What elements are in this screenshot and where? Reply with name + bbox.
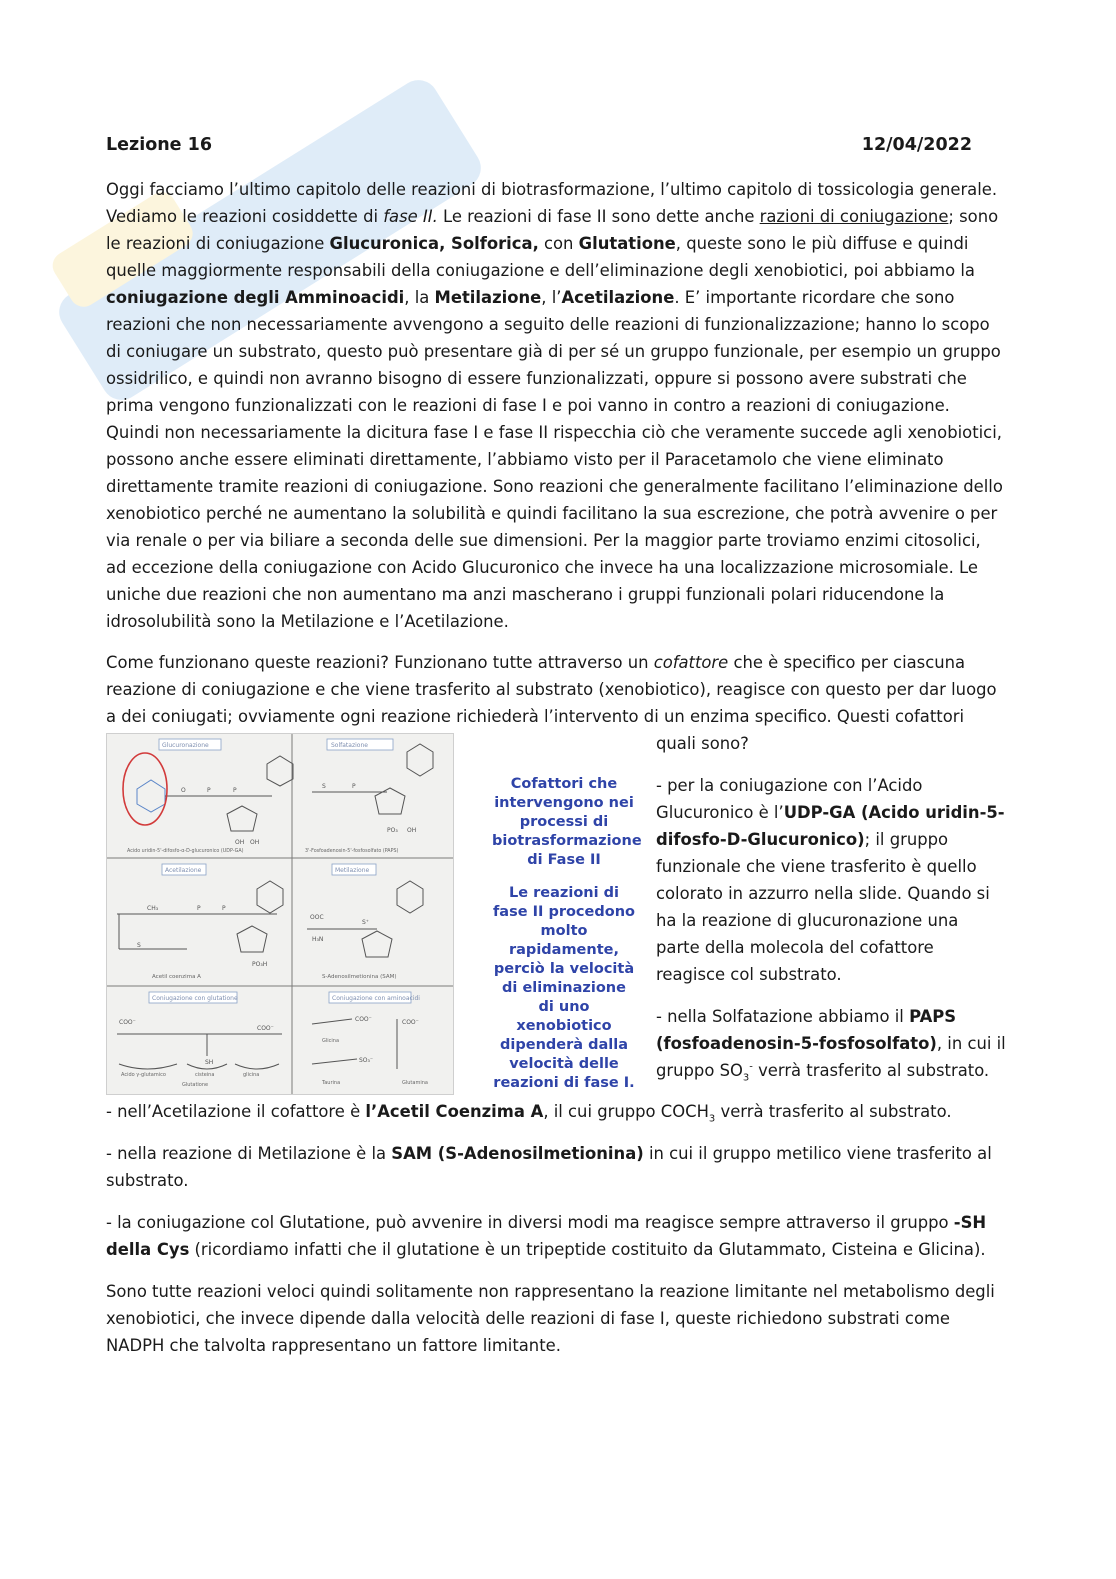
svg-text:P: P <box>233 787 237 794</box>
svg-text:P: P <box>352 783 356 790</box>
structure-name: Acetil coenzima A <box>152 974 201 980</box>
quali-sono: quali sono? <box>656 734 749 753</box>
svg-text:COO⁻: COO⁻ <box>402 1019 419 1026</box>
svg-text:PO₃: PO₃ <box>387 827 398 834</box>
underlined-term: razioni di coniugazione <box>759 207 949 226</box>
structure-name: S-Adenosilmetionina (SAM) <box>322 974 397 980</box>
acetyl-paragraph: - nell’Acetilazione il cofattore è l’Acetil Coenzima A, il cui gruppo $COCH_3$ verrà trasferito al substrato. <box>106 1102 952 1125</box>
panel-title: Metilazione <box>335 867 370 874</box>
svg-text:COO⁻: COO⁻ <box>119 1019 136 1026</box>
lower-section <box>106 1098 1004 1359</box>
sam-paragraph: - nella reazione di Metilazione è la SAM (S-Adenosilmetionina) in cui il gruppo metilico viene trasferito al substrato. <box>106 1144 992 1190</box>
structure-name: Acido uridin-5'-difosfo-α-D-glucuronico (UDP-GA) <box>127 849 244 854</box>
caption-cofactors: Cofattori che intervengono nei processi di biotrasformazione di Fase II <box>492 776 642 868</box>
structure-name: cisteina <box>195 1072 215 1078</box>
structure-name: Taurina <box>322 1080 341 1086</box>
structure-name: 3'-Fosfoadenosin-5'-fosfosolfato (PAPS) <box>305 849 399 854</box>
cofactor-paragraph: Come funzionano queste reazioni? Funzionano tutte attraverso un cofattore che è specifico per ciascuna reazione di coniugazione e che viene trasferito al substrato (xenobiotico), reagisce con questo per dar luogo a dei coniugati; ovviamente ogni reazione richiederà l’intervento di un enzima specifico. Questi cofattori <box>106 653 997 726</box>
svg-text:S: S <box>137 942 141 949</box>
highlight-circle <box>123 753 167 825</box>
svg-text:PO₃H: PO₃H <box>252 961 268 968</box>
svg-text:P: P <box>222 905 226 912</box>
svg-text:S: S <box>322 783 326 790</box>
svg-text:H₃N: H₃N <box>312 936 324 943</box>
panel-title: Coniugazione con glutatione <box>152 995 238 1002</box>
panel-title: Coniugazione con aminoacidi <box>332 995 420 1002</box>
glutathione-paragraph: - la coniugazione col Glutatione, può avvenire in diversi modi ma reagisce sempre attraverso il gruppo -SH della Cys (ricordiamo infatti che il glutatione è un tripeptide costituito da Glutammato, Cisteina e Glicina). <box>106 1213 987 1259</box>
structure-name: Glutatione <box>182 1082 209 1088</box>
lesson-header <box>106 135 972 161</box>
right-column <box>656 730 1006 1084</box>
paps-paragraph: - nella Solfatazione abbiamo il PAPS (fosfoadenosin-5-fosfosolfato), in cui il gruppo $SO_3^-$ verrà trasferito al substrato. <box>656 1007 1006 1084</box>
structure-name: Glicina <box>322 1038 340 1044</box>
panel-title: Glucuronazione <box>162 742 209 749</box>
svg-text:OH: OH <box>250 839 260 846</box>
lesson-date: 12/04/2022 <box>861 135 972 155</box>
panel-title: Solfatazione <box>331 742 368 749</box>
svg-text:OOC: OOC <box>310 914 324 921</box>
panel-title: Acetilazione <box>165 867 202 874</box>
svg-text:COO⁻: COO⁻ <box>355 1016 372 1023</box>
final-paragraph: Sono tutte reazioni veloci quindi solitamente non rappresentano la reazione limitante nel metabolismo degli xenobiotici, che invece dipende dalla velocità delle reazioni di fase I, queste richiedono substrati come NADPH che talvolta rappresentano un fattore limitante. <box>106 1282 995 1355</box>
svg-text:SO₃⁻: SO₃⁻ <box>359 1057 374 1064</box>
caption-speed: Le reazioni di fase II procedono molto rapidamente, perciò la velocità di eliminazione di uno xenobiotico dipenderà dalla velocità delle reazioni di fase I. <box>493 885 635 1091</box>
udp-ga-paragraph: - per la coniugazione con l’Acido Glucuronico è l’UDP-GA (Acido uridin-5-difosfo-D-Glucuronico); il gruppo funzionale che viene trasferito è quello colorato in azzurro nella slide. Quando si ha la reazione di glucuronazione una parte della molecola del cofattore reagisce col substrato. <box>656 776 1005 984</box>
svg-text:CH₃: CH₃ <box>147 905 159 912</box>
svg-text:COO⁻: COO⁻ <box>257 1025 274 1032</box>
structure-name: Acido γ-glutamico <box>121 1072 166 1078</box>
svg-text:SH: SH <box>205 1059 214 1066</box>
svg-text:O: O <box>181 787 186 794</box>
svg-text:P: P <box>197 905 201 912</box>
structure-name: Glutamina <box>402 1080 428 1086</box>
lesson-title: Lezione 16 <box>106 135 212 155</box>
svg-text:OH: OH <box>407 827 417 834</box>
svg-text:OH: OH <box>235 839 245 846</box>
svg-text:P: P <box>207 787 211 794</box>
structure-name: glicina <box>243 1072 260 1078</box>
figure-caption <box>492 775 642 1093</box>
intro-paragraph: Oggi facciamo l’ultimo capitolo delle reazioni di biotrasformazione, l’ultimo capitolo di tossicologia generale. Vediamo le reazioni cosiddette di fase II. Le reazioni di fase II sono dette anche razioni di coniugazione; sono le reazioni di coniugazione Glucuronica, Solforica, con Glutatione, queste sono le più diffuse e quindi quelle maggiormente responsabili della coniugazione e dell’eliminazione degli xenobiotici, poi abbiamo la coniugazione degli Amminoacidi, la Metilazione, l’Acetilazione. E’ importante ricordare che sono reazioni che non necessariamente avvengono a seguito delle reazioni di funzionalizzazione; hanno lo scopo di coniugare un substrato, questo può presentare già di per sé un gruppo funzionale, per esempio un gruppo ossidrilico, e quindi non avranno bisogno di essere funzionalizzati, oppure si possono avere substrati che prima vengono funzionalizzati con le reazioni di fase I e poi vanno in contro a reazioni di coniugazione. Quindi non necessariamente la dicitura fase I e fase II rispecchia ciò che veramente succede agli xenobiotici, possono anche essere eliminati direttamente, l’abbiamo visto per il Paracetamolo che viene eliminato direttamente tramite reazioni di coniugazione. Sono reazioni che generalmente facilitano l’eliminazione dello xenobiotico perché ne aumentano la solubilità e quindi facilitano la sua escrezione, che potrà avvenire o per via renale o per via biliare a seconda delle sue dimensioni. Per la maggior parte troviamo enzimi citosolici, ad eccezione della coniugazione con Acido Glucuronico che invece ha una localizzazione microsomiale. Le uniche due reazioni che non aumentano ma anzi mascherano i gruppi funzionali polari riducendone la idrosolubilità sono la Metilazione e l’Acetilazione. <box>106 180 1003 631</box>
cofactors-figure <box>106 733 454 1095</box>
svg-text:S⁺: S⁺ <box>362 919 369 926</box>
cofactors-structures <box>107 734 453 1094</box>
